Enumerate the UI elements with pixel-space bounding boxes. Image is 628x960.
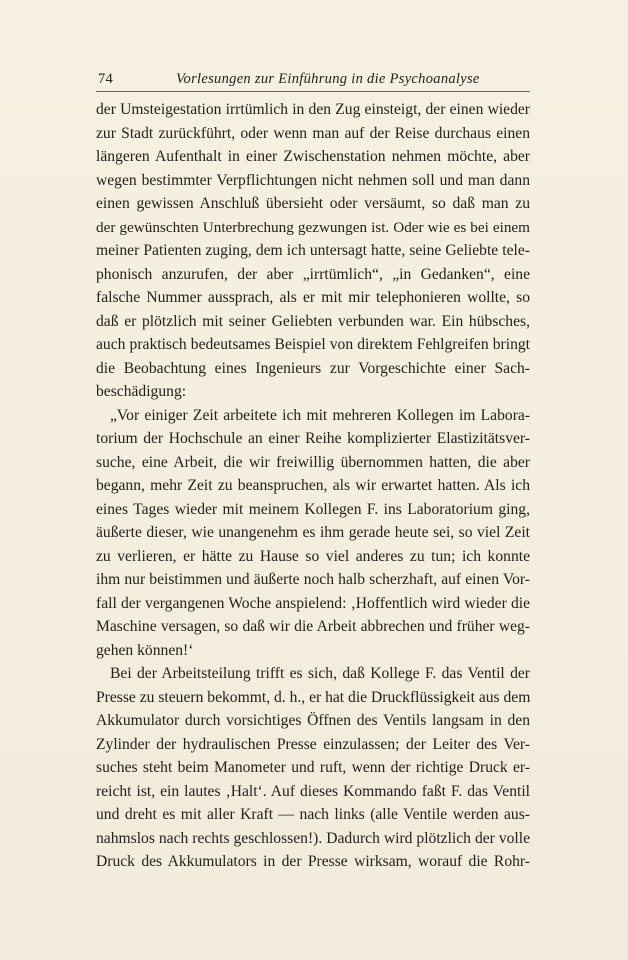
running-head [98, 68, 528, 90]
text-line: äußerte dieser, wie unangenehm es ihm gerade heute sei, so viel Zeit [96, 524, 530, 541]
text-line: ihm nur beistimmen und äußerte noch halb scherzhaft, auf einen Vor- [96, 571, 530, 588]
text-line: phonisch anzurufen, der aber „irrtümlich“, „in Gedanken“, eine [96, 265, 530, 283]
page-number: 74 [98, 71, 114, 87]
header-rule [96, 91, 530, 92]
text-line: suche, eine Arbeit, die wir freiwillig übernommen hatten, die aber [96, 453, 530, 471]
text-line: längeren Aufenthalt in einer Zwischenstation nehmen möchte, aber [96, 148, 530, 165]
text-line: suches steht beim Manometer und ruft, wenn der richtige Druck er- [96, 759, 530, 776]
body-text [96, 98, 530, 874]
text-line: Maschine versagen, so daß wir die Arbeit abbrechen und früher weg- [96, 618, 530, 635]
text-line: Akkumulator durch vorsichtiges Öffnen des Ventils langsam in den [96, 712, 530, 729]
text-line: daß er plötzlich mit seiner Geliebten verbunden war. Ein hübsches, [96, 312, 530, 330]
text-line: Bei der Arbeitsteilung trifft es sich, daß Kollege F. das Ventil der [110, 665, 530, 682]
text-line: reicht ist, ein lautes ‚Halt‘. Auf dieses Kommando faßt F. das Ventil [96, 782, 530, 800]
text-line: die Beobachtung eines Ingenieurs zur Vorgeschichte einer Sach- [96, 359, 530, 377]
text-line: „Vor einiger Zeit arbeitete ich mit mehreren Kollegen im Labora- [110, 406, 530, 424]
text-line: einen gewissen Anschluß übersieht oder versäumt, so daß man zu [96, 195, 530, 212]
text-line: gehen können!‘ [96, 641, 194, 659]
text-line: Druck des Akkumulators in der Presse wirksam, worauf die Rohr- [96, 853, 530, 870]
text-line: falsche Nummer aussprach, als er mit mir telephonieren wollte, so [96, 289, 530, 306]
text-line: der gewünschten Unterbrechung gezwungen ist. Oder wie es bei einem [96, 218, 530, 236]
text-line: meiner Patienten zuging, dem ich untersagt hatte, seine Geliebte tele- [96, 242, 530, 259]
text-line: eines Tages wieder mit meinem Kollegen F. ins Laboratorium ging, [96, 500, 530, 518]
text-line: und dreht es mit aller Kraft — nach links (alle Ventile werden aus- [96, 806, 530, 823]
text-line: wegen bestimmter Verpflichtungen nicht nehmen soll und man dann [96, 171, 530, 189]
text-line: begann, mehr Zeit zu beanspruchen, als wir erwartet hatten. Als ich [96, 477, 530, 494]
running-title: Vorlesungen zur Einführung in die Psychoanalyse [176, 71, 480, 87]
text-line: nahmslos nach rechts geschlossen!). Dadurch wird plötzlich der volle [96, 829, 530, 847]
text-line: torium der Hochschule an einer Reihe komplizierter Elastizitätsver- [96, 430, 530, 447]
text-line: beschädigung: [96, 383, 187, 400]
text-line: Zylinder der hydraulischen Presse einzulassen; der Leiter des Ver- [96, 735, 530, 753]
text-line: zu verlieren, er hätte zu Hause so viel anderes zu tun; ich konnte [96, 547, 530, 565]
text-line: Presse zu steuern bekommt, d. h., er hat die Druckflüssigkeit aus dem [96, 688, 530, 706]
text-line: auch praktisch bedeutsames Beispiel von direktem Fehlgreifen bringt [96, 336, 530, 353]
text-line: fall der vergangenen Woche anspielend: ‚Hoffentlich wird wieder die [96, 594, 530, 612]
text-line: der Umsteigestation irrtümlich in den Zug einsteigt, der einen wieder [96, 101, 530, 118]
text-line: zur Stadt zurückführt, oder wenn man auf der Reise durchaus einen [96, 124, 530, 142]
